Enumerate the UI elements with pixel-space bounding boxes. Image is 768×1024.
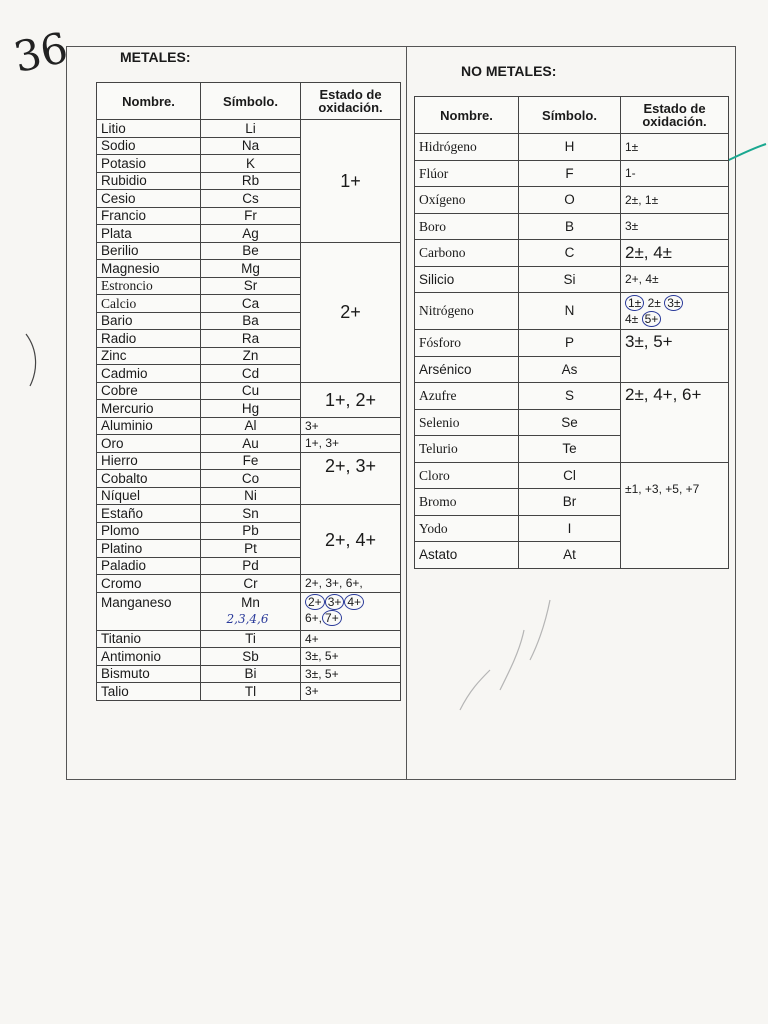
handwritten-note: 2,3,4,6	[226, 612, 269, 626]
metal-state: 3±, 5+	[301, 648, 401, 666]
nonmetal-symbol: At	[519, 542, 621, 569]
nonmetal-symbol: H	[519, 134, 621, 161]
table-row	[415, 330, 729, 357]
metal-name: Cadmio	[97, 365, 201, 383]
metal-name: Manganeso	[97, 592, 201, 630]
metal-symbol: Ra	[201, 330, 301, 348]
metal-state-group: 2+, 3+	[301, 452, 401, 505]
metal-name: Litio	[97, 120, 201, 138]
metal-symbol: Au	[201, 435, 301, 453]
table-row	[97, 592, 401, 630]
metals-header-symbol: Símbolo.	[201, 83, 301, 120]
table-row	[415, 383, 729, 410]
nonmetal-state: 2±, 4±	[621, 240, 729, 267]
nonmetal-name: Boro	[415, 213, 519, 240]
nonmetal-symbol: Cl	[519, 462, 621, 489]
metal-name: Calcio	[97, 295, 201, 313]
nonmetal-symbol: Se	[519, 409, 621, 436]
nonmetal-state: 2±	[647, 296, 661, 310]
metal-name: Cesio	[97, 190, 201, 208]
metal-symbol: Ag	[201, 225, 301, 243]
metal-symbol: Cr	[201, 575, 301, 593]
nonmetal-state: 3±	[621, 213, 729, 240]
nonmetal-name: Nitrógeno	[415, 293, 519, 330]
metal-name: Titanio	[97, 630, 201, 648]
metal-name: Magnesio	[97, 260, 201, 278]
metal-name: Francio	[97, 207, 201, 225]
metal-symbol: Pb	[201, 522, 301, 540]
metal-symbol: Pd	[201, 557, 301, 575]
metal-symbol: Sr	[201, 277, 301, 295]
nonmetal-name: Bromo	[415, 489, 519, 516]
table-row	[415, 240, 729, 267]
metal-name: Platino	[97, 540, 201, 558]
nonmetal-symbol: Te	[519, 436, 621, 463]
nonmetal-name: Azufre	[415, 383, 519, 410]
circled-state: 5+	[642, 311, 662, 327]
circled-state: 1±	[625, 295, 644, 311]
metal-name: Cobre	[97, 382, 201, 400]
metal-symbol: Ba	[201, 312, 301, 330]
circled-state: 4+	[344, 594, 364, 610]
pencil-scribble	[450, 580, 570, 720]
nonmetal-symbol: O	[519, 187, 621, 214]
circled-state: 3+	[325, 594, 345, 610]
metal-state: 4+	[301, 630, 401, 648]
metal-symbol: Ca	[201, 295, 301, 313]
metal-symbol: Mn	[241, 594, 260, 610]
circled-state: 2+	[305, 594, 325, 610]
nonmetals-header-symbol: Símbolo.	[519, 97, 621, 134]
nonmetal-symbol: N	[519, 293, 621, 330]
table-row	[97, 630, 401, 648]
metal-name: Antimonio	[97, 648, 201, 666]
margin-bracket	[20, 330, 44, 390]
metal-symbol: Cs	[201, 190, 301, 208]
metal-symbol: Ti	[201, 630, 301, 648]
metal-symbol: Co	[201, 470, 301, 488]
margin-number: 36	[9, 22, 72, 83]
metal-name: Berilio	[97, 242, 201, 260]
metal-name: Talio	[97, 683, 201, 701]
nonmetal-name: Arsénico	[415, 356, 519, 383]
metal-name: Aluminio	[97, 417, 201, 435]
nonmetal-symbol: F	[519, 160, 621, 187]
nonmetals-table	[414, 96, 729, 569]
metals-table	[96, 82, 401, 701]
nonmetal-name: Telurio	[415, 436, 519, 463]
nonmetal-name: Oxígeno	[415, 187, 519, 214]
nonmetal-name: Hidrógeno	[415, 134, 519, 161]
nonmetal-symbol: B	[519, 213, 621, 240]
metal-name: Mercurio	[97, 400, 201, 418]
nonmetal-name: Cloro	[415, 462, 519, 489]
metal-name: Rubidio	[97, 172, 201, 190]
metal-state-mn	[301, 592, 401, 630]
nonmetal-name: Yodo	[415, 515, 519, 542]
nonmetal-state: 1±	[621, 134, 729, 161]
table-row	[415, 213, 729, 240]
nonmetal-state: 2±, 1±	[621, 187, 729, 214]
nonmetal-symbol: As	[519, 356, 621, 383]
nonmetal-symbol: S	[519, 383, 621, 410]
metal-state-group: 2+, 4+	[301, 505, 401, 575]
nonmetal-name: Silicio	[415, 266, 519, 293]
metals-header-name: Nombre.	[97, 83, 201, 120]
metal-symbol: Mg	[201, 260, 301, 278]
table-row	[97, 120, 401, 138]
metal-symbol: Sn	[201, 505, 301, 523]
metal-symbol: Hg	[201, 400, 301, 418]
nonmetal-name: Fósforo	[415, 330, 519, 357]
table-row	[415, 293, 729, 330]
metal-symbol: Bi	[201, 665, 301, 683]
metal-name: Sodio	[97, 137, 201, 155]
nonmetal-name: Astato	[415, 542, 519, 569]
metal-state: 3±, 5+	[301, 665, 401, 683]
metal-name: Cromo	[97, 575, 201, 593]
nonmetal-state: 2+, 4±	[621, 266, 729, 293]
nonmetals-header-state: Estado de oxidación.	[621, 97, 729, 134]
metal-symbol: Zn	[201, 347, 301, 365]
nonmetal-state-group: ±1, +3, +5, +7	[621, 462, 729, 568]
nonmetal-symbol: C	[519, 240, 621, 267]
metal-symbol: Be	[201, 242, 301, 260]
nonmetals-title: NO METALES:	[461, 63, 557, 79]
nonmetal-state: 4±	[625, 312, 639, 326]
table-row	[97, 683, 401, 701]
table-row	[97, 417, 401, 435]
table-row	[97, 382, 401, 400]
circled-state: 3±	[664, 295, 683, 311]
table-row	[415, 160, 729, 187]
metal-state: 3+	[301, 417, 401, 435]
metals-header-state: Estado de oxidación.	[301, 83, 401, 120]
nonmetal-symbol: P	[519, 330, 621, 357]
metal-name: Estroncio	[97, 277, 201, 295]
metal-symbol-cell	[201, 592, 301, 630]
nonmetal-state-group: 3±, 5+	[621, 330, 729, 383]
metal-state-group: 1+	[301, 120, 401, 243]
metal-state-group: 2+	[301, 242, 401, 382]
metal-name: Radio	[97, 330, 201, 348]
metal-symbol: K	[201, 155, 301, 173]
metal-name: Hierro	[97, 452, 201, 470]
nonmetal-symbol: Br	[519, 489, 621, 516]
nonmetal-state: 1-	[621, 160, 729, 187]
metal-name: Bario	[97, 312, 201, 330]
metal-symbol: Cu	[201, 382, 301, 400]
metal-symbol: Na	[201, 137, 301, 155]
metal-symbol: Fr	[201, 207, 301, 225]
table-row	[415, 266, 729, 293]
nonmetals-header-name: Nombre.	[415, 97, 519, 134]
metal-symbol: Fe	[201, 452, 301, 470]
nonmetal-name: Selenio	[415, 409, 519, 436]
metal-name: Oro	[97, 435, 201, 453]
table-row	[97, 242, 401, 260]
table-row	[97, 665, 401, 683]
metal-symbol: Cd	[201, 365, 301, 383]
metal-state: 1+, 3+	[301, 435, 401, 453]
nonmetal-symbol: I	[519, 515, 621, 542]
circled-state: 7+	[322, 610, 342, 626]
table-row	[97, 435, 401, 453]
metal-name: Estaño	[97, 505, 201, 523]
metal-name: Plomo	[97, 522, 201, 540]
table-row	[415, 187, 729, 214]
nonmetal-name: Flúor	[415, 160, 519, 187]
metal-name: Cobalto	[97, 470, 201, 488]
table-row	[97, 505, 401, 523]
nonmetal-symbol: Si	[519, 266, 621, 293]
metal-symbol: Pt	[201, 540, 301, 558]
column-divider	[406, 46, 407, 780]
table-row	[415, 462, 729, 489]
metal-symbol: Li	[201, 120, 301, 138]
metal-state-group: 1+, 2+	[301, 382, 401, 417]
table-row	[97, 452, 401, 470]
metal-name: Zinc	[97, 347, 201, 365]
metal-name: Bismuto	[97, 665, 201, 683]
table-row	[415, 134, 729, 161]
table-row	[97, 575, 401, 593]
metal-name: Plata	[97, 225, 201, 243]
metal-state: 3+	[301, 683, 401, 701]
metal-state: 6+,	[305, 610, 323, 625]
metal-symbol: Sb	[201, 648, 301, 666]
nonmetal-state-n	[621, 293, 729, 330]
metals-title: METALES:	[120, 49, 191, 65]
metal-name: Níquel	[97, 487, 201, 505]
metal-symbol: Al	[201, 417, 301, 435]
metal-symbol: Ni	[201, 487, 301, 505]
metal-symbol: Rb	[201, 172, 301, 190]
metal-name: Potasio	[97, 155, 201, 173]
metal-symbol: Tl	[201, 683, 301, 701]
metal-state: 2+, 3+, 6+,	[301, 575, 401, 593]
table-row	[97, 648, 401, 666]
nonmetal-state-group: 2±, 4+, 6+	[621, 383, 729, 463]
metal-name: Paladio	[97, 557, 201, 575]
nonmetal-name: Carbono	[415, 240, 519, 267]
